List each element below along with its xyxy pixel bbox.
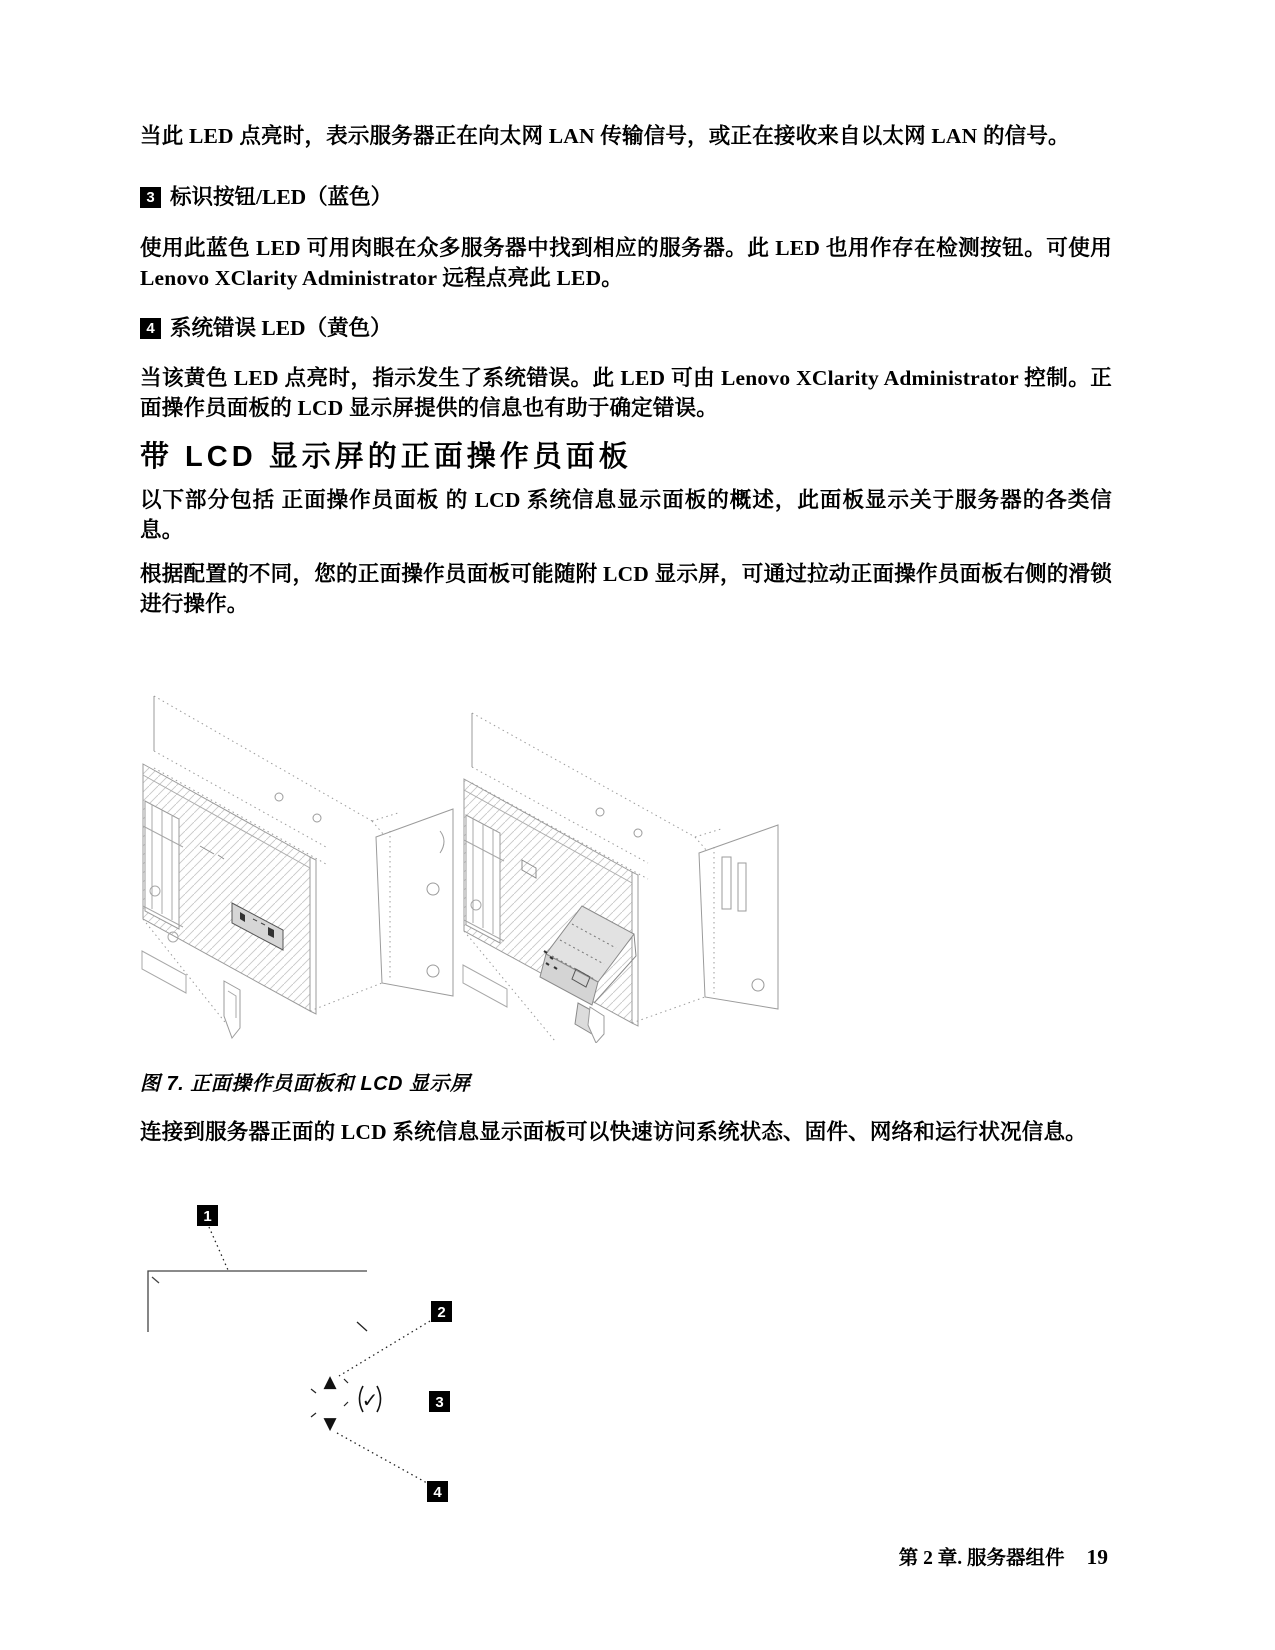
callout-badge-4-number: 4: [433, 1484, 442, 1501]
figure-7: [140, 651, 1112, 1043]
callout-leader-2: [339, 1321, 430, 1376]
callout-leader-4: [337, 1433, 427, 1483]
callout-badge-1-number: 1: [203, 1208, 212, 1225]
lcd-panel-outline: [148, 1271, 367, 1332]
callout-badge-3-number: 3: [435, 1394, 444, 1411]
heading-identification-button: [140, 182, 1112, 212]
paragraph-identification-button: 使用此蓝色 LED 可用肉眼在众多服务器中找到相应的服务器。此 LED 也用作存在检测按钮。可使用 Lenovo XClarity Administrator 远程点亮此 LED。: [140, 236, 1112, 290]
leader-dash: [357, 1322, 367, 1331]
select-button-icon: [360, 1386, 381, 1412]
callout-badge-3-heading: 3: [140, 187, 161, 208]
scroll-down-icon: ▼: [323, 1414, 337, 1434]
server-illustration-panel-closed: [140, 651, 455, 1043]
scroll-up-icon: ▲: [323, 1372, 337, 1392]
section-heading-front-operator-panel: 带 LCD 显示屏的正面操作员面板: [140, 441, 632, 473]
callout-leader-1: [209, 1227, 228, 1270]
callout-badge-2-number: 2: [437, 1304, 446, 1321]
paragraph-configuration: 根据配置的不同，您的正面操作员面板可能随附 LCD 显示屏，可通过拉动正面操作员面板右侧的滑锁进行操作。: [140, 562, 1112, 616]
heading-system-error-led-label: 系统错误 LED（黄色）: [170, 316, 392, 340]
paragraph-led-ethernet: 当此 LED 点亮时，表示服务器正在向太网 LAN 传输信号，或正在接收来自以太网 LAN 的信号。: [140, 124, 1070, 148]
check-glyph: ✓: [361, 1388, 379, 1412]
callout-badge-4-heading: 4: [140, 318, 161, 339]
lcd-panel-callout-diagram: [140, 1190, 470, 1520]
page-footer: [899, 1542, 1108, 1570]
text-column: [140, 0, 1112, 1147]
footer-page-number: 19: [1086, 1545, 1108, 1569]
heading-identification-button-label: 标识按钮/LED（蓝色）: [170, 185, 393, 209]
heading-system-error-led: [140, 313, 1112, 343]
paragraph-system-error-led: 当该黄色 LED 点亮时，指示发生了系统错误。此 LED 可由 Lenovo XClarity Administrator 控制。正面操作员面板的 LCD 显示屏提供的信息也有助于确定错误。: [140, 366, 1112, 420]
footer-chapter: 第 2 章. 服务器组件: [898, 1548, 1065, 1569]
paragraph-overview: 以下部分包括 正面操作员面板 的 LCD 系统信息显示面板的概述，此面板显示关于服务器的各类信息。: [140, 488, 1112, 542]
paragraph-lcd-access: 连接到服务器正面的 LCD 系统信息显示面板可以快速访问系统状态、固件、网络和运行状况信息。: [140, 1120, 1087, 1144]
server-illustration-panel-open: [460, 651, 790, 1043]
figure-caption: 图 7. 正面操作员面板和 LCD 显示屏: [140, 1073, 471, 1095]
